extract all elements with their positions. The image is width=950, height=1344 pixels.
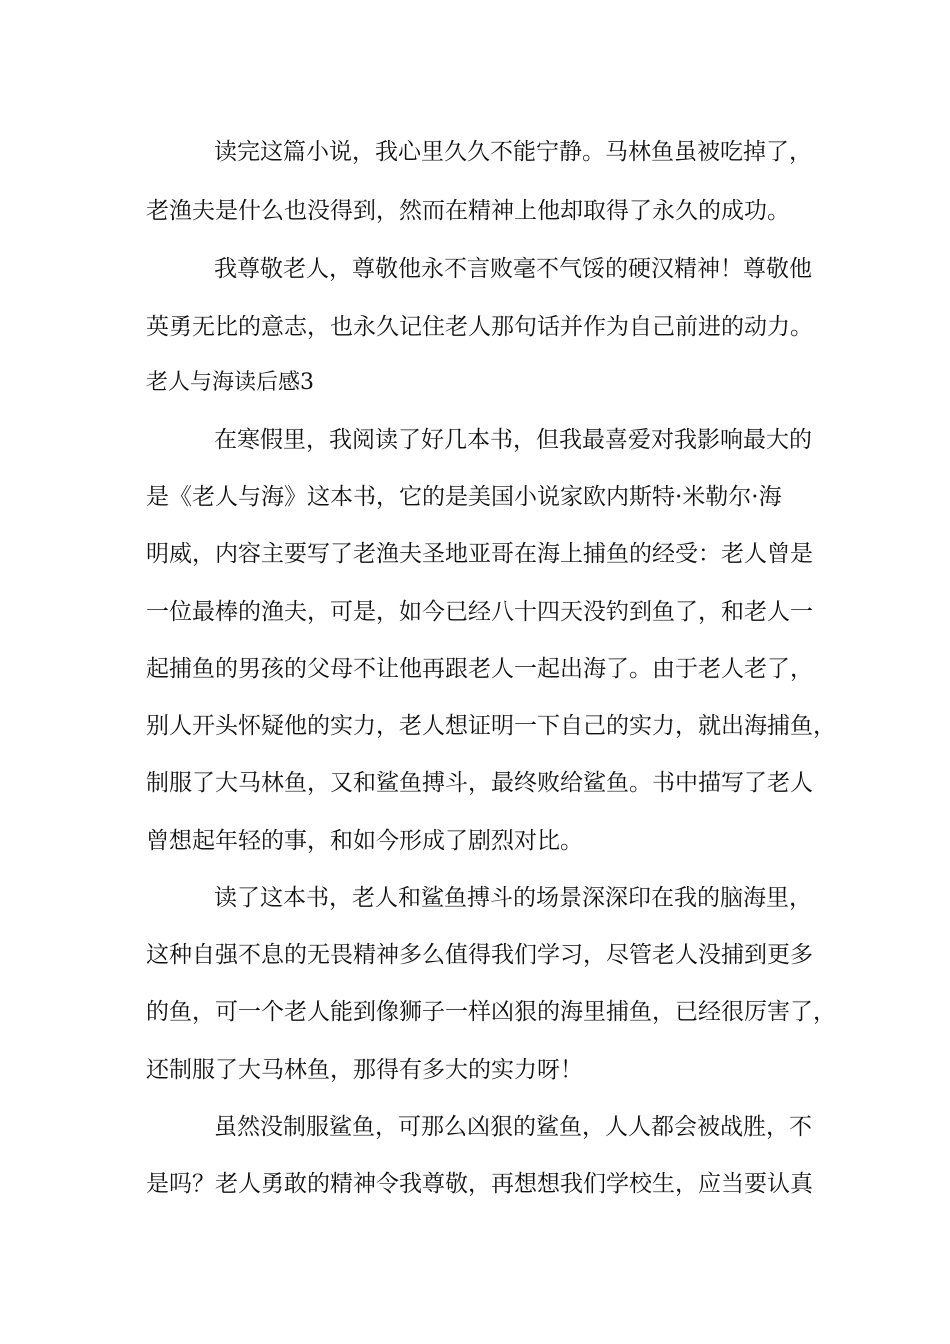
paragraph-line: 老渔夫是什么也没得到，然而在精神上他却取得了永久的成功。 bbox=[146, 198, 790, 224]
paragraph-line: 读完这篇小说，我心里久久不能宁静。马林鱼虽被吃掉了， bbox=[214, 139, 812, 165]
section-heading: 老人与海读后感3 bbox=[146, 370, 314, 395]
paragraph-line: 是《老人与海》这本书，它的是美国小说家欧内斯特·米勒尔·海 bbox=[146, 484, 782, 510]
paragraph-line: 起捕鱼的男孩的父母不让他再跟老人一起出海了。由于老人老了， bbox=[146, 656, 813, 682]
paragraph-line: 读了这本书，老人和鲨鱼搏斗的场景深深印在我的脑海里， bbox=[214, 885, 812, 911]
paragraph-line: 的鱼，可一个老人能到像狮子一样凶狠的海里捕鱼，已经很厉害了， bbox=[146, 999, 836, 1025]
paragraph-line: 英勇无比的意志，也永久记住老人那句话并作为自己前进的动力。 bbox=[146, 314, 813, 340]
paragraph-line: 曾想起年轻的事，和如今形成了剧烈对比。 bbox=[146, 828, 583, 854]
paragraph-line: 别人开头怀疑他的实力，老人想证明一下自己的实力，就出海捕鱼， bbox=[146, 713, 836, 739]
paragraph-line: 一位最棒的渔夫，可是，如今已经八十四天没钓到鱼了，和老人一 bbox=[146, 599, 813, 625]
paragraph-line: 在寒假里，我阅读了好几本书，但我最喜爱对我影响最大的 bbox=[214, 427, 812, 453]
paragraph-line: 我尊敬老人，尊敬他永不言败毫不气馁的硬汉精神！尊敬他 bbox=[214, 256, 812, 282]
paragraph-line: 制服了大马林鱼，又和鲨鱼搏斗，最终败给鲨鱼。书中描写了老人 bbox=[146, 770, 813, 796]
paragraph-line: 这种自强不息的无畏精神多么值得我们学习，尽管老人没捕到更多 bbox=[146, 942, 813, 968]
paragraph-line: 还制服了大马林鱼，那得有多大的实力呀！ bbox=[146, 1057, 583, 1083]
paragraph-line: 明威，内容主要写了老渔夫圣地亚哥在海上捕鱼的经受：老人曾是 bbox=[146, 541, 813, 567]
paragraph-line: 虽然没制服鲨鱼，可那么凶狠的鲨鱼，人人都会被战胜，不 bbox=[214, 1114, 812, 1140]
paragraph-line: 是吗？老人勇敢的精神令我尊敬，再想想我们学校生，应当要认真 bbox=[146, 1171, 813, 1197]
